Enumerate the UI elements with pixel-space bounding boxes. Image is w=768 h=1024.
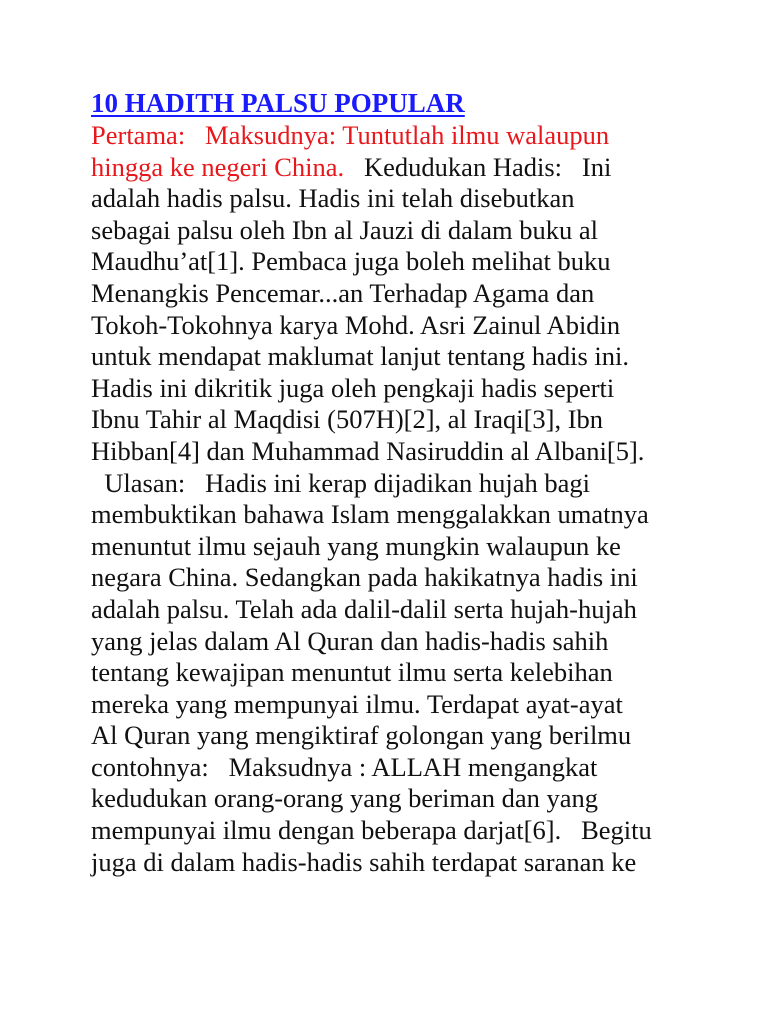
highlight-text: hingga ke negeri China. <box>91 151 345 182</box>
text-line: adalah hadis palsu. Hadis ini telah disebutkan <box>91 183 575 214</box>
text-line: mereka yang mempunyai ilmu. Terdapat ayat-ayat <box>91 688 623 719</box>
document-body <box>91 120 652 878</box>
text-line: Ibnu Tahir al Maqdisi (507H)[2], al Iraqi[3], Ibn <box>91 404 604 435</box>
text-line: Al Quran yang mengiktiraf golongan yang berilmu <box>91 720 632 751</box>
text-line: Tokoh-Tokohnya karya Mohd. Asri Zainul Abidin <box>91 309 621 340</box>
text-line: sebagai palsu oleh Ibn al Jauzi di dalam buku al <box>91 214 599 245</box>
text-line: yang jelas dalam Al Quran dan hadis-hadis sahih <box>91 625 609 656</box>
text-line: contohnya: Maksudnya : ALLAH mengangkat <box>91 751 598 782</box>
text-line: kedudukan orang-orang yang beriman dan yang <box>91 783 599 814</box>
text-line: Ulasan: Hadis ini kerap dijadikan hujah bagi <box>91 467 590 498</box>
text-line: tentang kewajipan menuntut ilmu serta kelebihan <box>91 657 613 688</box>
text-line: adalah palsu. Telah ada dalil-dalil serta hujah-hujah <box>91 593 637 624</box>
text-line: Maudhu’at[1]. Pembaca juga boleh melihat buku <box>91 246 611 277</box>
text-line: Pertama: Maksudnya: Tuntutlah ilmu walaupun <box>91 120 610 150</box>
document-title: 10 HADITH PALSU POPULAR <box>91 88 465 118</box>
text-line: untuk mendapat maklumat lanjut tentang hadis ini. <box>91 341 629 372</box>
text-line: menuntut ilmu sejauh yang mungkin walaupun ke <box>91 530 621 561</box>
text-line <box>91 152 652 184</box>
text-line: negara China. Sedangkan pada hakikatnya hadis ini <box>91 562 638 593</box>
text-run: Kedudukan Hadis: Ini <box>344 151 612 182</box>
text-line: Hadis ini dikritik juga oleh pengkaji hadis seperti <box>91 372 615 403</box>
text-line: juga di dalam hadis-hadis sahih terdapat saranan ke <box>91 846 637 877</box>
text-line: membuktikan bahawa Islam menggalakkan umatnya <box>91 499 649 530</box>
text-line: mempunyai ilmu dengan beberapa darjat[6]. Begitu <box>91 815 652 846</box>
text-line: Hibban[4] dan Muhammad Nasiruddin al Albani[5]. <box>91 435 645 466</box>
text-line: Menangkis Pencemar...an Terhadap Agama dan <box>91 277 595 308</box>
